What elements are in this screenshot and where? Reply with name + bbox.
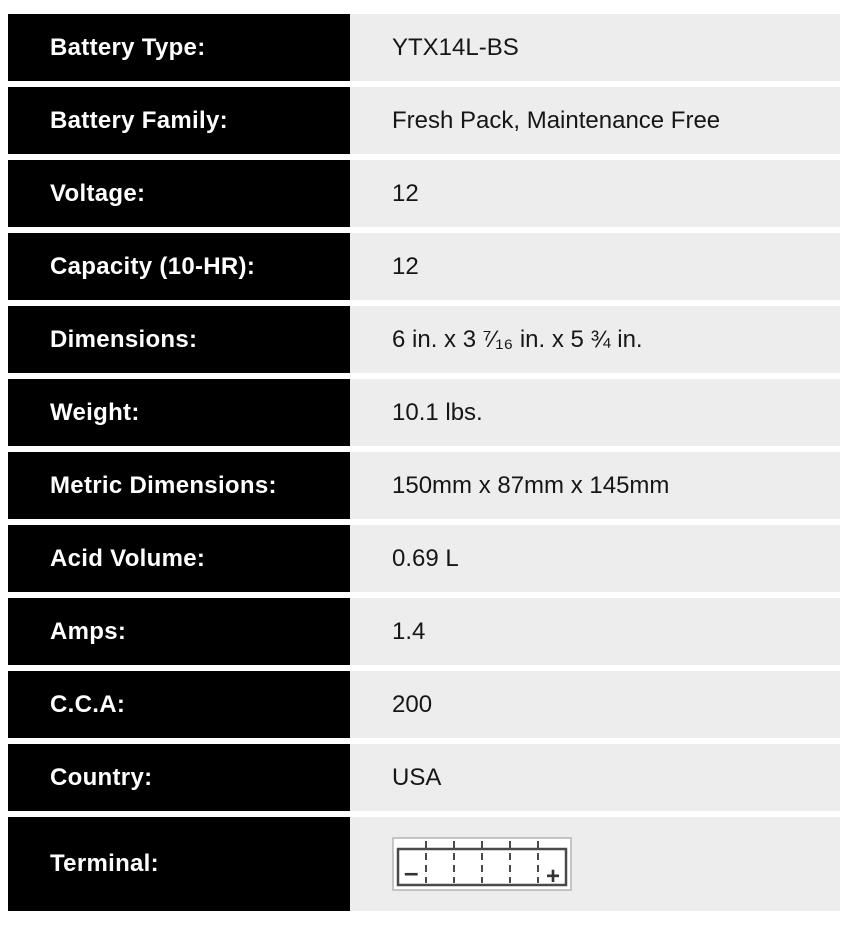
row-value: 1.4 [350,598,840,665]
row-label: Battery Family: [8,87,350,154]
row-label: Country: [8,744,350,811]
table-row [8,817,840,911]
minus-terminal-label: – [404,857,419,887]
row-label: Voltage: [8,160,350,227]
table-row [8,233,840,300]
row-label: Weight: [8,379,350,446]
row-label: Capacity (10-HR): [8,233,350,300]
row-value: 6 in. x 3 ⁷⁄₁₆ in. x 5 ¾ in. [350,306,840,373]
row-label: Acid Volume: [8,525,350,592]
table-row [8,744,840,811]
table-row [8,160,840,227]
row-value: 0.69 L [350,525,840,592]
row-label: C.C.A: [8,671,350,738]
row-value [350,817,840,911]
row-value: 10.1 lbs. [350,379,840,446]
battery-spec-table [8,14,840,911]
table-row [8,306,840,373]
row-value: 12 [350,160,840,227]
battery-terminal-icon [392,837,572,891]
row-label: Amps: [8,598,350,665]
table-row [8,671,840,738]
row-value: 200 [350,671,840,738]
row-value: Fresh Pack, Maintenance Free [350,87,840,154]
row-value: 12 [350,233,840,300]
table-row [8,452,840,519]
table-row [8,14,840,81]
table-row [8,87,840,154]
table-row [8,598,840,665]
table-row [8,379,840,446]
row-value: YTX14L-BS [350,14,840,81]
row-label: Terminal: [8,817,350,911]
row-value: USA [350,744,840,811]
row-label: Metric Dimensions: [8,452,350,519]
row-label: Battery Type: [8,14,350,81]
plus-terminal-label: + [546,863,561,890]
table-row [8,525,840,592]
row-value: 150mm x 87mm x 145mm [350,452,840,519]
row-label: Dimensions: [8,306,350,373]
